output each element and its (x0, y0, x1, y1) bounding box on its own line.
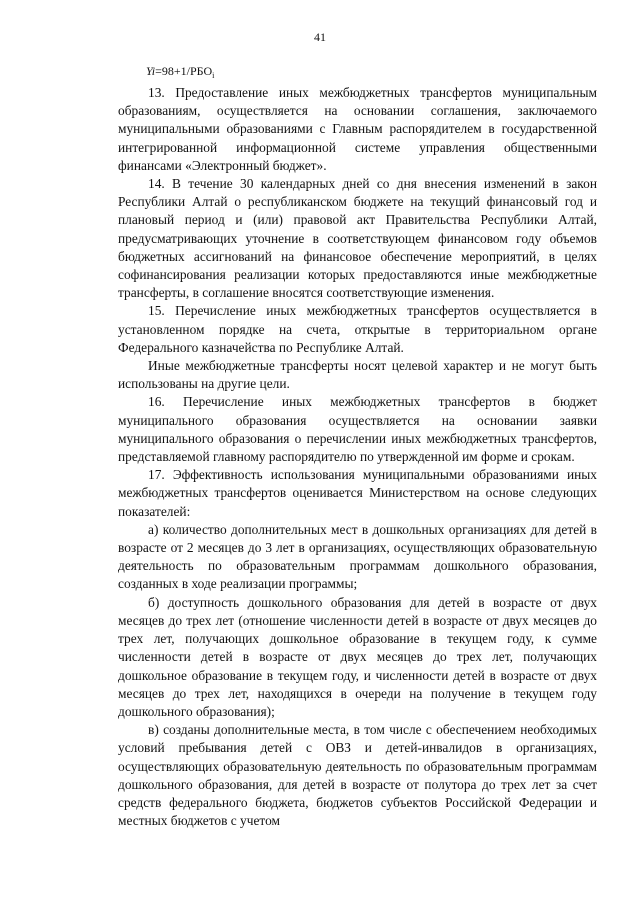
formula (146, 64, 214, 83)
formula-rhs: =98+1/РБО (155, 64, 213, 78)
paragraph-13: 13. Предоставление иных межбюджетных трансфертов муниципальным образованиям, осуществляется на основании соглашения, заключаемого муниципальными образованиями с Главным распорядителем в государственной интегрированной информационной системе управления общественными финансами «Электронный бюджет». (118, 85, 597, 173)
paragraph-15: 15. Перечисление иных межбюджетных трансфертов осуществляется в установленном порядке на счета, открытые в территориальном органе Федерального казначейства по Республике Алтай. (118, 303, 597, 355)
paragraph-17-v: в) созданы дополнительные места, в том числе с обеспечением необходимых условий пребывания детей с ОВЗ и детей-инвалидов в организациях, осуществляющих образовательную деятельность по образовательным программам дошкольного образования, для детей в возрасте от полутора до трех лет за счет средств федерального бюджета, бюджетов субъектов Российской Федерации и местных бюджетов с учетом (118, 722, 597, 829)
page-number: 41 (314, 30, 326, 44)
formula-subscript: i (212, 71, 215, 80)
paragraph-14: 14. В течение 30 календарных дней со дня внесения изменений в закон Республики Алтай о республиканском бюджете на текущий финансовый год и плановый период и (или) правовой акт Правительства Республики Алтай, предусматривающих уточнение в соответствующем финансовом году объемов бюджетных ассигнований на финансовое обеспечение мероприятий, в целях софинансирования реализации которых предоставляются иные межбюджетные трансферты, в соглашение вносятся соответствующие изменения. (118, 176, 597, 301)
paragraph-17-b: б) доступность дошкольного образования для детей в возрасте от двух месяцев до трех лет (отношение численности детей в возрасте от двух месяцев до трех лет, получающих дошкольное образование в текущем году, к сумме численности детей в возрасте от двух месяцев до трех лет, получающих дошкольное образование в текущем году, и численности детей в возрасте от двух месяцев до трех лет, находящихся в очереди на получение в текущем году дошкольного образования); (118, 594, 597, 719)
formula-lhs: Yi (146, 64, 156, 78)
paragraph-15-continuation: Иные межбюджетные трансферты носят целевой характер и не могут быть использованы на другие цели. (118, 358, 597, 392)
document-body (118, 84, 597, 830)
paragraph-16: 16. Перечисление иных межбюджетных трансфертов в бюджет муниципального образования осуществляется на основании заявки муниципального образования о перечислении иных межбюджетных трансфертов, представляемой главному распорядителю по утвержденной им форме и срокам. (118, 394, 597, 465)
paragraph-17-a: а) количество дополнительных мест в дошкольных организациях для детей в возрасте от 2 месяцев до 3 лет в организациях, осуществляющих образовательную деятельность по образовательным программам дошкольного образования, созданных в ходе реализации программы; (118, 521, 597, 592)
paragraph-17: 17. Эффективность использования муниципальными образованиями иных межбюджетных трансфертов оценивается Министерством на основе следующих показателей: (118, 467, 597, 519)
